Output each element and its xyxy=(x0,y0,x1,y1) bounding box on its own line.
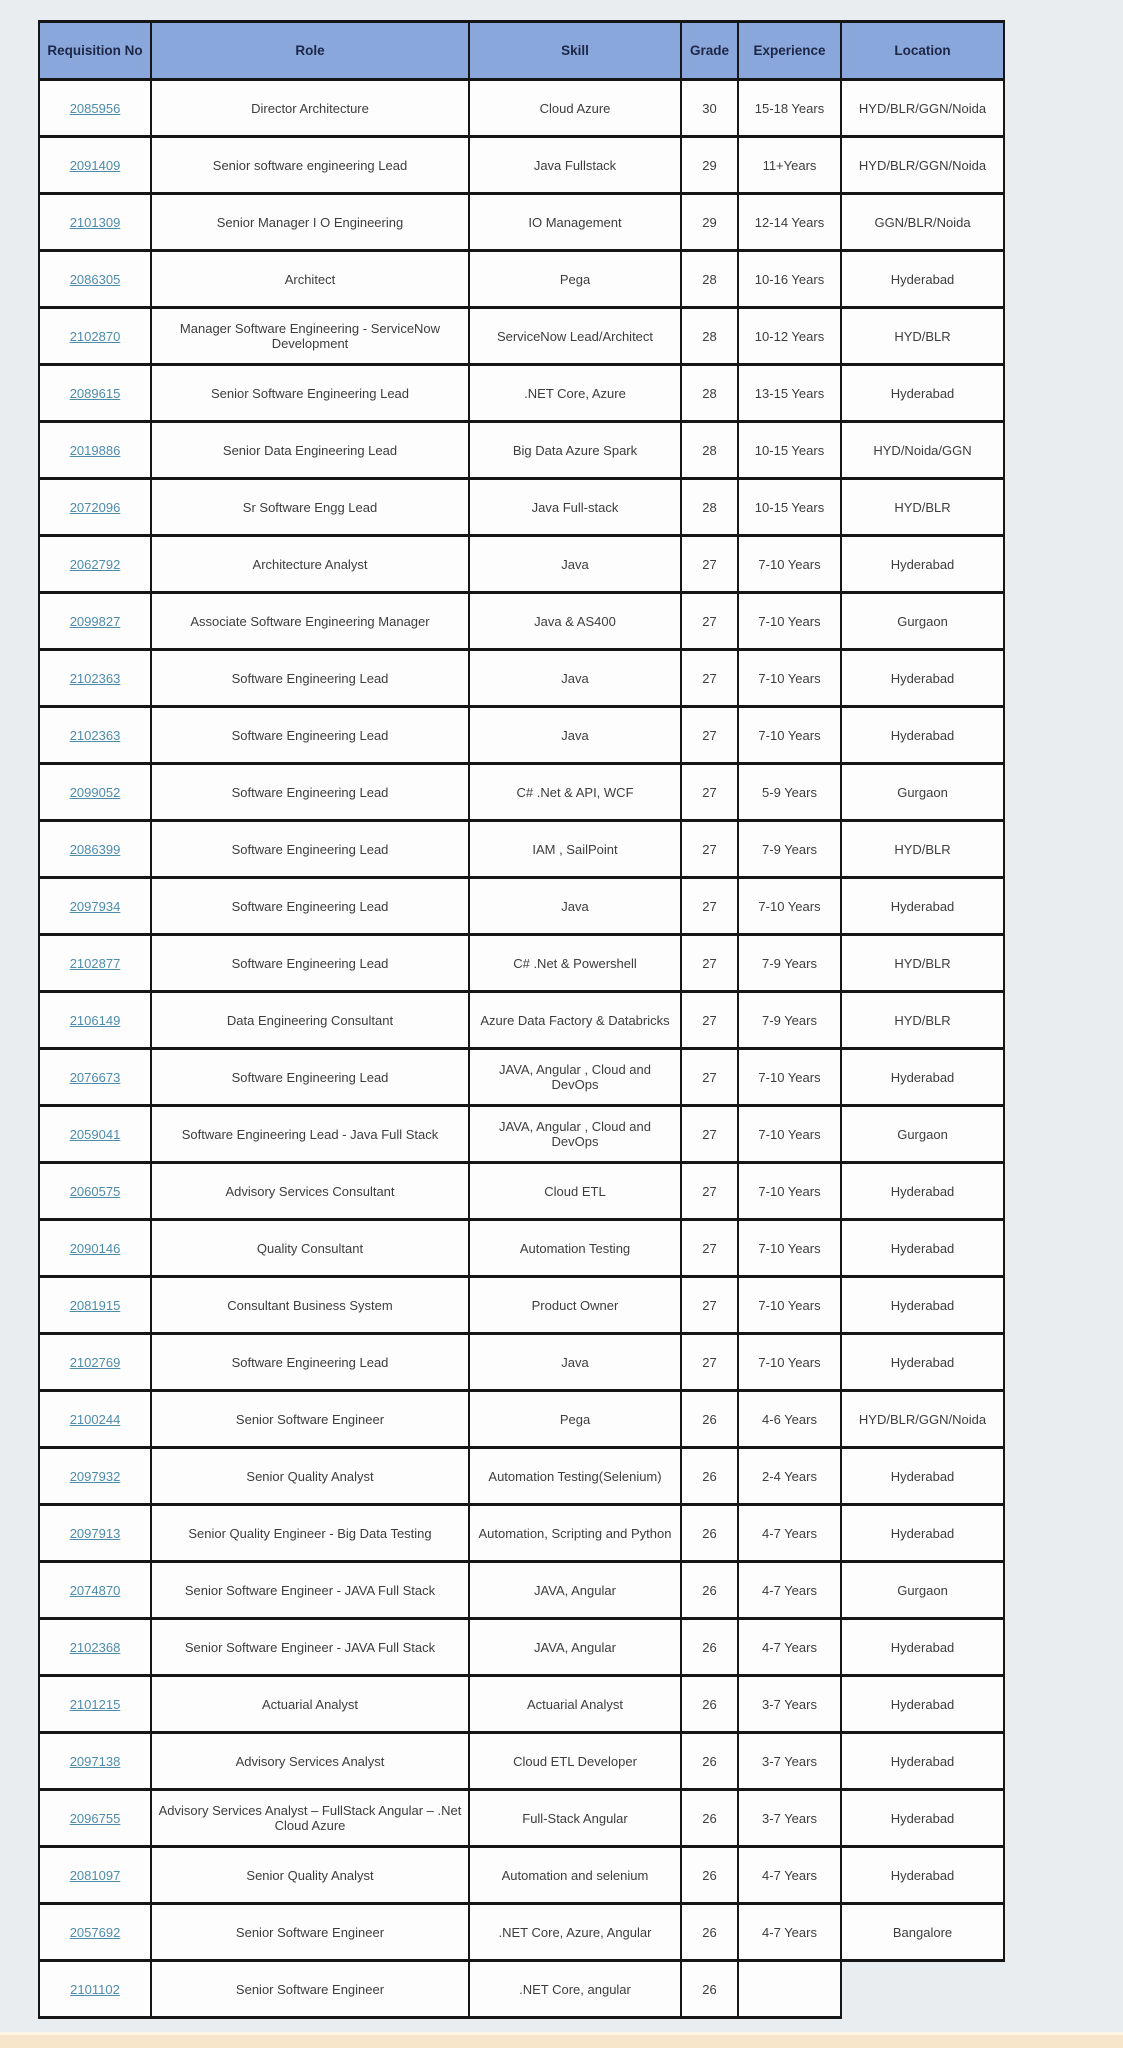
requisition-cell xyxy=(39,764,151,821)
grade-cell: 27 xyxy=(681,536,738,593)
skill-cell: JAVA, Angular xyxy=(469,1562,681,1619)
requisition-link[interactable]: 2101215 xyxy=(69,1696,121,1712)
column-header-experience: Experience xyxy=(738,22,841,80)
experience-cell: 4-7 Years xyxy=(738,1847,841,1904)
skill-cell: .NET Core, Azure, Angular xyxy=(469,1904,681,1961)
table-row xyxy=(39,1220,1004,1277)
role-cell: Director Architecture xyxy=(151,80,469,137)
grade-cell: 28 xyxy=(681,251,738,308)
experience-cell: 3-7 Years xyxy=(738,1790,841,1847)
skill-cell: IAM , SailPoint xyxy=(469,821,681,878)
experience-cell: 10-15 Years xyxy=(738,422,841,479)
role-cell: Software Engineering Lead xyxy=(151,1049,469,1106)
role-cell: Software Engineering Lead xyxy=(151,878,469,935)
column-header-grade: Grade xyxy=(681,22,738,80)
requisition-cell xyxy=(39,707,151,764)
table-row xyxy=(39,80,1004,137)
grade-cell: 27 xyxy=(681,1049,738,1106)
skill-cell: Cloud ETL Developer xyxy=(469,1733,681,1790)
role-cell: Architect xyxy=(151,251,469,308)
table-row xyxy=(39,1049,1004,1106)
experience-cell: 7-10 Years xyxy=(738,1049,841,1106)
grade-cell: 26 xyxy=(681,1676,738,1733)
table-row xyxy=(39,479,1004,536)
experience-cell: 5-9 Years xyxy=(738,764,841,821)
skill-cell: Big Data Azure Spark xyxy=(469,422,681,479)
grade-cell: 27 xyxy=(681,821,738,878)
location-cell: GGN/BLR/Noida xyxy=(841,194,1004,251)
table-row xyxy=(39,1847,1004,1904)
grade-cell: 27 xyxy=(681,1106,738,1163)
requisition-link[interactable]: 2101102 xyxy=(70,1981,120,1997)
grade-cell: 26 xyxy=(681,1619,738,1676)
role-cell: Sr Software Engg Lead xyxy=(151,479,469,536)
grade-cell: 27 xyxy=(681,1334,738,1391)
requisition-link[interactable]: 2086305 xyxy=(69,271,121,287)
table-row xyxy=(39,1106,1004,1163)
requisition-link[interactable]: 2102363 xyxy=(69,727,121,743)
table-row xyxy=(39,1733,1004,1790)
role-cell: Senior Quality Engineer - Big Data Testing xyxy=(151,1505,469,1562)
table-row xyxy=(39,1562,1004,1619)
skill-cell: Java xyxy=(469,878,681,935)
table-row xyxy=(39,536,1004,593)
grade-cell: 27 xyxy=(681,650,738,707)
skill-cell: JAVA, Angular xyxy=(469,1619,681,1676)
requisition-cell xyxy=(39,137,151,194)
experience-cell: 7-9 Years xyxy=(738,821,841,878)
requisition-cell xyxy=(39,251,151,308)
table-row xyxy=(39,593,1004,650)
skill-cell: Pega xyxy=(469,251,681,308)
skill-cell: Java xyxy=(469,536,681,593)
role-cell: Senior Software Engineering Lead xyxy=(151,365,469,422)
location-cell-absent xyxy=(841,1961,1004,2018)
requisition-cell xyxy=(39,1562,151,1619)
location-cell: Hyderabad xyxy=(841,1505,1004,1562)
grade-cell: 28 xyxy=(681,479,738,536)
table-row xyxy=(39,1163,1004,1220)
grade-cell: 26 xyxy=(681,1562,738,1619)
requisition-cell xyxy=(39,422,151,479)
bottom-accent-strip xyxy=(0,2032,1123,2048)
role-cell: Associate Software Engineering Manager xyxy=(151,593,469,650)
requisition-cell xyxy=(39,593,151,650)
requisition-cell xyxy=(39,194,151,251)
experience-cell xyxy=(738,1961,841,2018)
requisition-cell xyxy=(39,1733,151,1790)
grade-cell: 26 xyxy=(681,1904,738,1961)
skill-cell: Java Full-stack xyxy=(469,479,681,536)
requisition-link[interactable]: 2062792 xyxy=(69,556,121,572)
table-row xyxy=(39,1391,1004,1448)
requisition-link[interactable]: 2072096 xyxy=(69,499,121,515)
location-cell: HYD/BLR xyxy=(841,821,1004,878)
location-cell: Hyderabad xyxy=(841,1790,1004,1847)
grade-cell: 27 xyxy=(681,593,738,650)
requisition-cell xyxy=(39,1961,151,2018)
experience-cell: 15-18 Years xyxy=(738,80,841,137)
experience-cell: 7-10 Years xyxy=(738,593,841,650)
location-cell: Hyderabad xyxy=(841,1619,1004,1676)
table-row xyxy=(39,422,1004,479)
experience-cell: 2-4 Years xyxy=(738,1448,841,1505)
table-row xyxy=(39,1334,1004,1391)
table-row xyxy=(39,365,1004,422)
table-row xyxy=(39,251,1004,308)
requisition-cell xyxy=(39,992,151,1049)
location-cell: Hyderabad xyxy=(841,251,1004,308)
experience-cell: 10-15 Years xyxy=(738,479,841,536)
column-header-location: Location xyxy=(841,22,1004,80)
column-header-role: Role xyxy=(151,22,469,80)
requisition-link[interactable]: 2102368 xyxy=(69,1639,121,1655)
location-cell: Hyderabad xyxy=(841,1676,1004,1733)
grade-cell: 26 xyxy=(681,1961,738,2018)
role-cell: Senior Data Engineering Lead xyxy=(151,422,469,479)
requisition-link[interactable]: 2106149 xyxy=(69,1012,121,1028)
skill-cell: IO Management xyxy=(469,194,681,251)
role-cell: Architecture Analyst xyxy=(151,536,469,593)
skill-cell: Cloud ETL xyxy=(469,1163,681,1220)
table-row xyxy=(39,194,1004,251)
requisition-cell xyxy=(39,1049,151,1106)
role-cell: Actuarial Analyst xyxy=(151,1676,469,1733)
requisition-link[interactable]: 2102877 xyxy=(69,955,121,971)
requisition-link[interactable]: 2019886 xyxy=(69,442,121,458)
location-cell: HYD/BLR xyxy=(841,935,1004,992)
requisition-link[interactable]: 2097932 xyxy=(69,1468,121,1484)
requisition-link[interactable]: 2101309 xyxy=(69,214,121,230)
experience-cell: 4-7 Years xyxy=(738,1904,841,1961)
requisition-cell xyxy=(39,650,151,707)
role-cell: Software Engineering Lead - Java Full Stack xyxy=(151,1106,469,1163)
skill-cell: Java xyxy=(469,650,681,707)
table-row xyxy=(39,137,1004,194)
requisition-table xyxy=(38,20,1005,2019)
requisition-link[interactable]: 2076673 xyxy=(69,1069,121,1085)
requisition-link[interactable]: 2057692 xyxy=(69,1924,121,1940)
requisition-cell xyxy=(39,1220,151,1277)
grade-cell: 26 xyxy=(681,1847,738,1904)
table-header xyxy=(39,22,1004,80)
location-cell: Gurgaon xyxy=(841,1562,1004,1619)
table-row xyxy=(39,1790,1004,1847)
requisition-link[interactable]: 2091409 xyxy=(69,157,121,173)
grade-cell: 29 xyxy=(681,137,738,194)
location-cell: Hyderabad xyxy=(841,536,1004,593)
experience-cell: 7-10 Years xyxy=(738,707,841,764)
role-cell: Software Engineering Lead xyxy=(151,764,469,821)
role-cell: Advisory Services Consultant xyxy=(151,1163,469,1220)
requisition-link[interactable]: 2089615 xyxy=(69,385,121,401)
location-cell: HYD/BLR xyxy=(841,479,1004,536)
location-cell: HYD/BLR/GGN/Noida xyxy=(841,1391,1004,1448)
experience-cell: 12-14 Years xyxy=(738,194,841,251)
experience-cell: 3-7 Years xyxy=(738,1676,841,1733)
requisition-cell xyxy=(39,365,151,422)
experience-cell: 4-7 Years xyxy=(738,1619,841,1676)
skill-cell: Full-Stack Angular xyxy=(469,1790,681,1847)
grade-cell: 26 xyxy=(681,1790,738,1847)
requisition-link[interactable]: 2102363 xyxy=(69,670,121,686)
requisition-table-container xyxy=(38,20,1005,2019)
role-cell: Senior Manager I O Engineering xyxy=(151,194,469,251)
requisition-cell xyxy=(39,935,151,992)
location-cell: Hyderabad xyxy=(841,1334,1004,1391)
table-row xyxy=(39,707,1004,764)
skill-cell: Pega xyxy=(469,1391,681,1448)
location-cell: Hyderabad xyxy=(841,650,1004,707)
grade-cell: 27 xyxy=(681,707,738,764)
requisition-cell xyxy=(39,1334,151,1391)
requisition-link[interactable]: 2096755 xyxy=(69,1810,121,1826)
role-cell: Senior Software Engineer xyxy=(151,1961,469,2018)
requisition-cell xyxy=(39,308,151,365)
grade-cell: 27 xyxy=(681,1277,738,1334)
experience-cell: 7-10 Years xyxy=(738,1334,841,1391)
location-cell: HYD/BLR/GGN/Noida xyxy=(841,80,1004,137)
table-row xyxy=(39,1904,1004,1961)
experience-cell: 7-10 Years xyxy=(738,1106,841,1163)
requisition-cell xyxy=(39,1904,151,1961)
requisition-cell xyxy=(39,1847,151,1904)
table-row xyxy=(39,821,1004,878)
grade-cell: 27 xyxy=(681,1220,738,1277)
role-cell: Senior Quality Analyst xyxy=(151,1847,469,1904)
grade-cell: 27 xyxy=(681,878,738,935)
grade-cell: 28 xyxy=(681,308,738,365)
requisition-cell xyxy=(39,1790,151,1847)
grade-cell: 26 xyxy=(681,1391,738,1448)
requisition-link[interactable]: 2074870 xyxy=(69,1582,121,1598)
table-row xyxy=(39,878,1004,935)
role-cell: Senior Software Engineer - JAVA Full Stack xyxy=(151,1562,469,1619)
skill-cell: Java xyxy=(469,1334,681,1391)
requisition-cell xyxy=(39,821,151,878)
role-cell: Software Engineering Lead xyxy=(151,1334,469,1391)
role-cell: Software Engineering Lead xyxy=(151,821,469,878)
table-row xyxy=(39,1448,1004,1505)
role-cell: Senior software engineering Lead xyxy=(151,137,469,194)
requisition-link[interactable]: 2100244 xyxy=(69,1411,121,1427)
requisition-link[interactable]: 2097913 xyxy=(69,1525,121,1541)
role-cell: Quality Consultant xyxy=(151,1220,469,1277)
grade-cell: 27 xyxy=(681,935,738,992)
requisition-link[interactable]: 2102870 xyxy=(69,328,121,344)
skill-cell: ServiceNow Lead/Architect xyxy=(469,308,681,365)
skill-cell: .NET Core, Azure xyxy=(469,365,681,422)
table-row xyxy=(39,992,1004,1049)
requisition-cell xyxy=(39,1391,151,1448)
experience-cell: 4-7 Years xyxy=(738,1505,841,1562)
role-cell: Senior Software Engineer - JAVA Full Stack xyxy=(151,1619,469,1676)
location-cell: Hyderabad xyxy=(841,1049,1004,1106)
experience-cell: 11+Years xyxy=(738,137,841,194)
skill-cell: Automation and selenium xyxy=(469,1847,681,1904)
location-cell: Hyderabad xyxy=(841,1448,1004,1505)
grade-cell: 29 xyxy=(681,194,738,251)
experience-cell: 7-10 Years xyxy=(738,878,841,935)
requisition-cell xyxy=(39,80,151,137)
requisition-link[interactable]: 2081097 xyxy=(69,1867,121,1883)
experience-cell: 4-6 Years xyxy=(738,1391,841,1448)
skill-cell: Java xyxy=(469,707,681,764)
location-cell: Hyderabad xyxy=(841,1220,1004,1277)
requisition-cell xyxy=(39,1619,151,1676)
grade-cell: 27 xyxy=(681,992,738,1049)
location-cell: Gurgaon xyxy=(841,764,1004,821)
experience-cell: 3-7 Years xyxy=(738,1733,841,1790)
experience-cell: 4-7 Years xyxy=(738,1562,841,1619)
skill-cell: Actuarial Analyst xyxy=(469,1676,681,1733)
table-row xyxy=(39,1277,1004,1334)
requisition-cell xyxy=(39,479,151,536)
column-header-skill: Skill xyxy=(469,22,681,80)
location-cell: Hyderabad xyxy=(841,365,1004,422)
role-cell: Software Engineering Lead xyxy=(151,707,469,764)
column-header-requisition-no: Requisition No xyxy=(39,22,151,80)
requisition-cell xyxy=(39,1106,151,1163)
role-cell: Manager Software Engineering - ServiceNow Development xyxy=(151,308,469,365)
skill-cell: Automation Testing xyxy=(469,1220,681,1277)
grade-cell: 30 xyxy=(681,80,738,137)
requisition-link[interactable]: 2090146 xyxy=(69,1240,121,1256)
requisition-cell xyxy=(39,1676,151,1733)
location-cell: HYD/BLR xyxy=(841,992,1004,1049)
skill-cell: Java Fullstack xyxy=(469,137,681,194)
grade-cell: 28 xyxy=(681,365,738,422)
requisition-cell xyxy=(39,1277,151,1334)
table-row xyxy=(39,764,1004,821)
requisition-link[interactable]: 2060575 xyxy=(69,1183,121,1199)
location-cell: HYD/BLR/GGN/Noida xyxy=(841,137,1004,194)
role-cell: Consultant Business System xyxy=(151,1277,469,1334)
requisition-link[interactable]: 2085956 xyxy=(69,100,121,116)
experience-cell: 7-10 Years xyxy=(738,1163,841,1220)
requisition-cell xyxy=(39,878,151,935)
experience-cell: 7-9 Years xyxy=(738,935,841,992)
role-cell: Senior Software Engineer xyxy=(151,1391,469,1448)
requisition-cell xyxy=(39,536,151,593)
experience-cell: 7-10 Years xyxy=(738,1220,841,1277)
grade-cell: 27 xyxy=(681,1163,738,1220)
location-cell: Bangalore xyxy=(841,1904,1004,1961)
requisition-link[interactable]: 2099052 xyxy=(69,784,121,800)
grade-cell: 27 xyxy=(681,764,738,821)
skill-cell: Product Owner xyxy=(469,1277,681,1334)
location-cell: Hyderabad xyxy=(841,1733,1004,1790)
grade-cell: 26 xyxy=(681,1733,738,1790)
location-cell: HYD/Noida/GGN xyxy=(841,422,1004,479)
role-cell: Senior Quality Analyst xyxy=(151,1448,469,1505)
role-cell: Software Engineering Lead xyxy=(151,650,469,707)
role-cell: Advisory Services Analyst xyxy=(151,1733,469,1790)
skill-cell: .NET Core, angular xyxy=(469,1961,681,2018)
role-cell: Senior Software Engineer xyxy=(151,1904,469,1961)
grade-cell: 26 xyxy=(681,1448,738,1505)
experience-cell: 7-10 Years xyxy=(738,1277,841,1334)
role-cell: Data Engineering Consultant xyxy=(151,992,469,1049)
requisition-link[interactable]: 2086399 xyxy=(69,841,121,857)
requisition-cell xyxy=(39,1505,151,1562)
location-cell: Hyderabad xyxy=(841,1847,1004,1904)
location-cell: Gurgaon xyxy=(841,1106,1004,1163)
location-cell: Hyderabad xyxy=(841,1277,1004,1334)
location-cell: Gurgaon xyxy=(841,593,1004,650)
skill-cell: Automation, Scripting and Python xyxy=(469,1505,681,1562)
requisition-cell xyxy=(39,1163,151,1220)
location-cell: Hyderabad xyxy=(841,878,1004,935)
requisition-link[interactable]: 2081915 xyxy=(69,1297,121,1313)
experience-cell: 10-16 Years xyxy=(738,251,841,308)
requisition-link[interactable]: 2102769 xyxy=(69,1354,121,1370)
skill-cell: Java & AS400 xyxy=(469,593,681,650)
skill-cell: Automation Testing(Selenium) xyxy=(469,1448,681,1505)
role-cell: Advisory Services Analyst – FullStack Angular – .Net Cloud Azure xyxy=(151,1790,469,1847)
experience-cell: 10-12 Years xyxy=(738,308,841,365)
location-cell: Hyderabad xyxy=(841,707,1004,764)
table-row xyxy=(39,1505,1004,1562)
requisition-cell xyxy=(39,1448,151,1505)
grade-cell: 28 xyxy=(681,422,738,479)
experience-cell: 13-15 Years xyxy=(738,365,841,422)
header-row xyxy=(39,22,1004,80)
table-row xyxy=(39,1619,1004,1676)
skill-cell: JAVA, Angular , Cloud and DevOps xyxy=(469,1049,681,1106)
table-row xyxy=(39,1961,1004,2018)
experience-cell: 7-10 Years xyxy=(738,650,841,707)
location-cell: HYD/BLR xyxy=(841,308,1004,365)
skill-cell: Azure Data Factory & Databricks xyxy=(469,992,681,1049)
requisition-link[interactable]: 2097138 xyxy=(69,1753,121,1769)
table-row xyxy=(39,308,1004,365)
table-row xyxy=(39,1676,1004,1733)
grade-cell: 26 xyxy=(681,1505,738,1562)
skill-cell: Cloud Azure xyxy=(469,80,681,137)
experience-cell: 7-9 Years xyxy=(738,992,841,1049)
requisition-link[interactable]: 2099827 xyxy=(69,613,121,629)
skill-cell: C# .Net & Powershell xyxy=(469,935,681,992)
experience-cell: 7-10 Years xyxy=(738,536,841,593)
skill-cell: C# .Net & API, WCF xyxy=(469,764,681,821)
table-row xyxy=(39,650,1004,707)
table-body xyxy=(39,80,1004,2018)
role-cell: Software Engineering Lead xyxy=(151,935,469,992)
requisition-link[interactable]: 2097934 xyxy=(69,898,121,914)
table-row xyxy=(39,935,1004,992)
requisition-link[interactable]: 2059041 xyxy=(69,1126,121,1142)
skill-cell: JAVA, Angular , Cloud and DevOps xyxy=(469,1106,681,1163)
location-cell: Hyderabad xyxy=(841,1163,1004,1220)
